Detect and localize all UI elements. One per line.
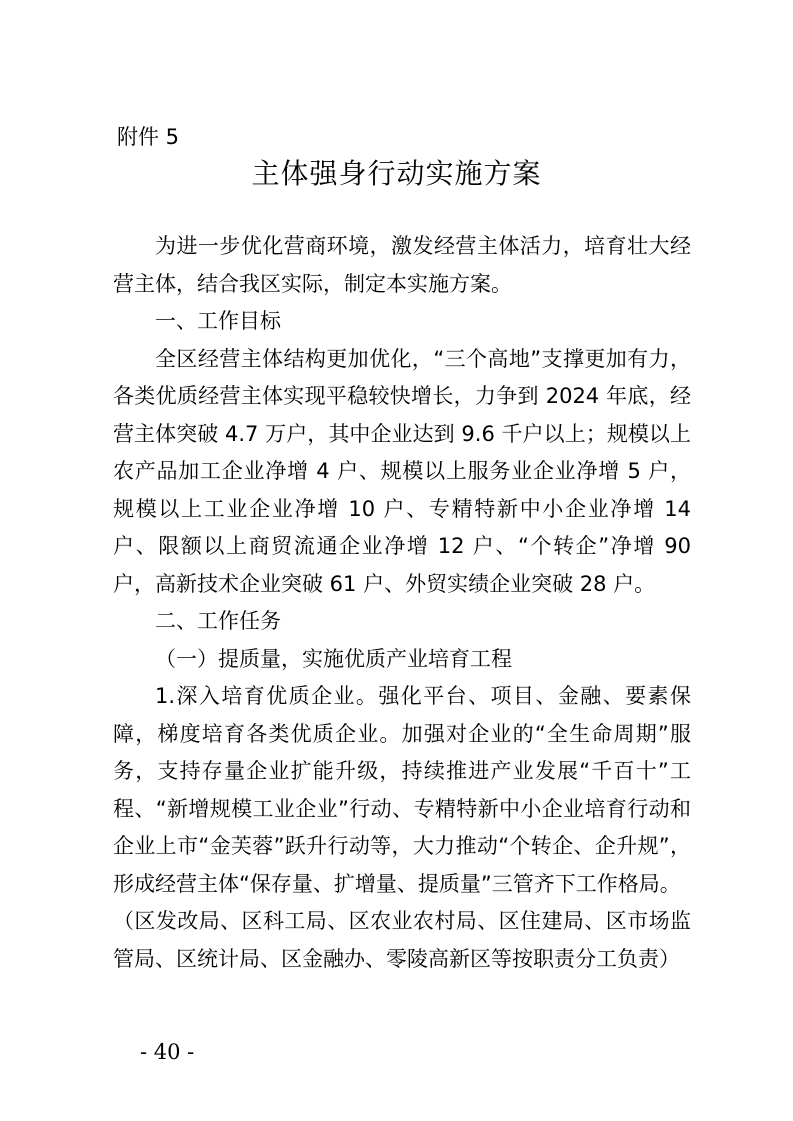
task-paragraph-1: 1.深入培育优质企业。强化平台、项目、金融、要素保障，梯度培育各类优质企业。加强对企业的“全生命周期”服务，支持存量企业扩能升级，持续推进产业发展“千百十”工程、“新增规模工业企业”行动、专精特新中小企业培育行动和企业上市“金芙蓉”跃升行动等，大力推动“个转企、企升规”，形成经营主体“保存量、扩增量、提质量”三管齐下工作格局。 [113,684,691,896]
attachment-label: 附件 5 [117,125,180,149]
page-number: - 40 - [140,1040,195,1064]
section-heading-goals: 一、工作目标 [155,309,281,333]
intro-paragraph: 为进一步优化营商环境，激发经营主体活力，培育壮大经营主体，结合我区实际，制定本实施方案。 [113,234,691,296]
document-title: 主体强身行动实施方案 [251,157,542,190]
goals-paragraph: 全区经营主体结构更加优化，“三个高地”支撑更加有力，各类优质经营主体实现平稳较快增长，力争到 2024 年底，经营主体突破 4.7 万户，其中企业达到 9.6 千户以上；规模以上农产品加工企业净增 4 户、规模以上服务业企业净增 5 户，规模以上工业企业净增 10 户、专精特新中小企业净增 14 户、限额以上商贸流通企业净增 12 户、“个转企”净增 90 户，高新技术企业突破 61 户、外贸实绩企业突破 28 户。 [113,346,691,596]
section-heading-tasks: 二、工作任务 [155,609,281,633]
document-body [113,228,691,978]
responsible-departments: （区发改局、区科工局、区农业农村局、区住建局、区市场监管局、区统计局、区金融办、零陵高新区等按职责分工负责） [113,909,691,971]
subsection-heading-quality: （一）提质量，实施优质产业培育工程 [155,646,512,671]
